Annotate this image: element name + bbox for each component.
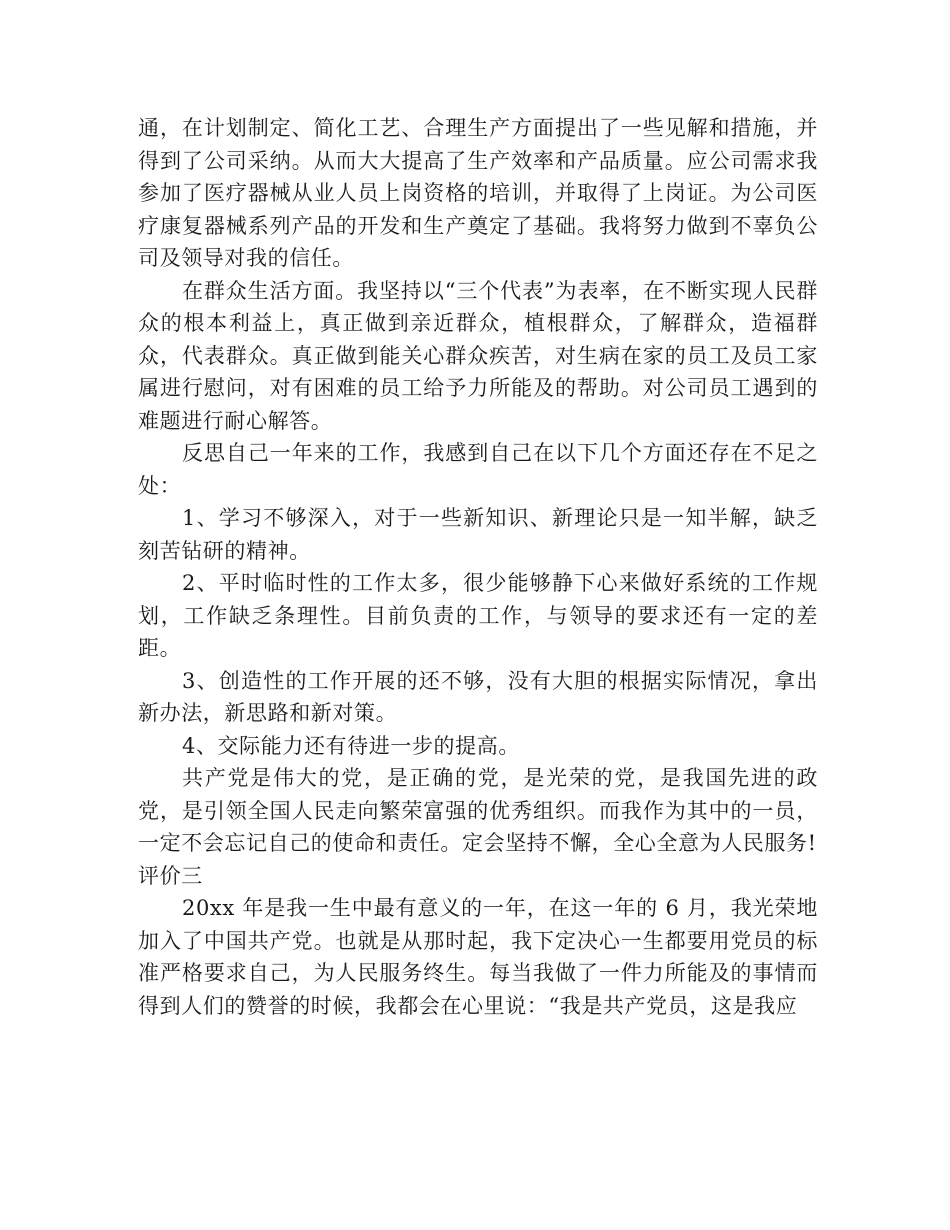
paragraph-continued-work: 通，在计划制定、简化工艺、合理生产方面提出了一些见解和措施，并得到了公司采纳。从而大大提高了生产效率和产品质量。应公司需求我参加了医疗器械从业人员上岗资格的培训，并取得了上岗证。为公司医疗康复器械系列产品的开发和生产奠定了基础。我将努力做到不辜负公司及领导对我的信任。 (138, 116, 818, 270)
paragraph-party-praise: 共产党是伟大的党，是正确的党，是光荣的党，是我国先进的政党，是引领全国人民走向繁荣富强的优秀组织。而我作为其中的一员，一定不会忘记自己的使命和责任。定会坚持不懈，全心全意为人民服务! (138, 766, 818, 855)
document-page (138, 112, 818, 1022)
paragraph-reflection: 反思自己一年来的工作，我感到自己在以下几个方面还存在不足之处： (138, 441, 818, 498)
list-item-3: 3、创造性的工作开展的还不够，没有大胆的根据实际情况，拿出新办法，新思路和新对策。 (138, 668, 818, 725)
paragraph-evaluation-three: 20xx 年是我一生中最有意义的一年，在这一年的 6 月，我光荣地加入了中国共产党。也就是从那时起，我下定决心一生都要用党员的标准严格要求自己，为人民服务终生。每当我做了一件力所能及的事情而得到人们的赞誉的时候，我都会在心里说：“我是共产党员，这是我应 (138, 896, 818, 1018)
list-item-1: 1、学习不够深入，对于一些新知识、新理论只是一知半解，缺乏刻苦钻研的精神。 (138, 506, 818, 563)
list-item-4: 4、交际能力还有待进一步的提高。 (182, 733, 520, 758)
section-heading: 评价三 (138, 863, 203, 888)
paragraph-mass-life: 在群众生活方面。我坚持以“三个代表”为表率，在不断实现人民群众的根本利益上，真正做到亲近群众，植根群众，了解群众，造福群众，代表群众。真正做到能关心群众疾苦，对生病在家的员工及员工家属进行慰问，对有困难的员工给予力所能及的帮助。对公司员工遇到的难题进行耐心解答。 (138, 278, 818, 433)
list-item-2: 2、平时临时性的工作太多，很少能够静下心来做好系统的工作规划，工作缺乏条理性。目前负责的工作，与领导的要求还有一定的差距。 (138, 571, 818, 660)
